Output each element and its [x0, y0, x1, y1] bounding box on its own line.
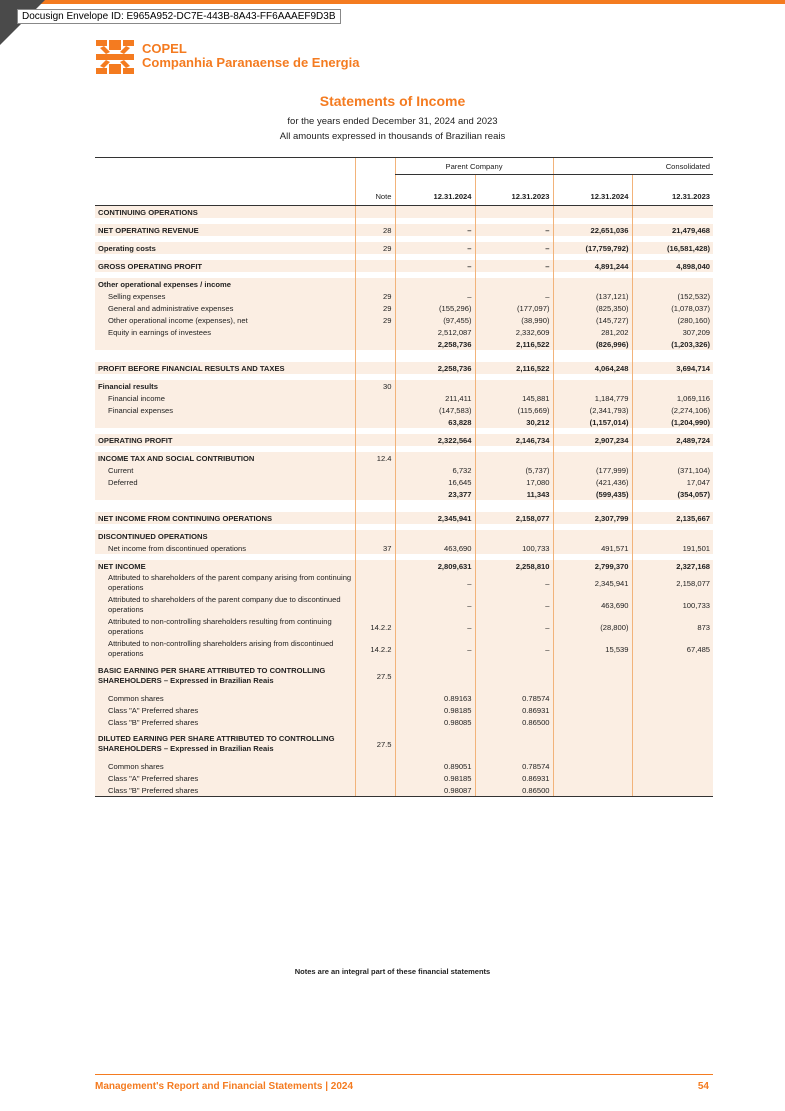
value-cell: 17,080	[475, 476, 553, 488]
row-label: Attributed to shareholders of the parent company due to discontinued operations	[95, 594, 355, 616]
note-cell: 27.5	[355, 728, 395, 760]
table-row	[95, 290, 713, 302]
value-cell: 191,501	[632, 542, 713, 554]
value-cell: (97,455)	[395, 314, 475, 326]
value-cell: 6,732	[395, 464, 475, 476]
value-cell: 0.89163	[395, 692, 475, 704]
row-label	[95, 416, 355, 428]
value-cell	[395, 728, 475, 760]
value-cell: –	[475, 616, 553, 638]
value-cell: 0.86500	[475, 716, 553, 728]
row-label: Selling expenses	[95, 290, 355, 302]
note-header: Note	[355, 187, 395, 206]
value-cell	[475, 206, 553, 219]
value-cell: –	[395, 290, 475, 302]
value-cell: (177,097)	[475, 302, 553, 314]
date-header: 12.31.2024	[395, 187, 475, 206]
value-cell	[475, 452, 553, 464]
value-cell: 2,345,941	[553, 572, 632, 594]
row-label	[95, 488, 355, 500]
row-label: Other operational income (expenses), net	[95, 314, 355, 326]
note-cell	[355, 560, 395, 572]
table-row	[95, 206, 713, 219]
row-label: Financial income	[95, 392, 355, 404]
row-label: Financial expenses	[95, 404, 355, 416]
value-cell: (421,436)	[553, 476, 632, 488]
row-label: GROSS OPERATING PROFIT	[95, 260, 355, 272]
value-cell: 0.78574	[475, 692, 553, 704]
company-logo-text	[142, 42, 359, 70]
value-cell: –	[475, 638, 553, 660]
copel-logo-icon	[96, 40, 134, 74]
value-cell: 2,146,734	[475, 434, 553, 446]
value-cell: 2,116,522	[475, 338, 553, 350]
value-cell: (280,160)	[632, 314, 713, 326]
value-cell: 2,799,370	[553, 560, 632, 572]
note-cell	[355, 278, 395, 290]
value-cell	[632, 716, 713, 728]
note-cell: 28	[355, 224, 395, 236]
value-cell: 463,690	[553, 594, 632, 616]
table-row	[95, 594, 713, 616]
row-label: BASIC EARNING PER SHARE ATTRIBUTED TO CONTROLLING SHAREHOLDERS – Expressed in Brazilian Reais	[95, 660, 355, 692]
top-accent-bar	[0, 0, 785, 4]
value-cell: 100,733	[632, 594, 713, 616]
row-label: INCOME TAX AND SOCIAL CONTRIBUTION	[95, 452, 355, 464]
note-cell: 29	[355, 302, 395, 314]
value-cell: (177,999)	[553, 464, 632, 476]
value-cell: 2,135,667	[632, 512, 713, 524]
value-cell	[475, 380, 553, 392]
note-cell	[355, 260, 395, 272]
value-cell: (825,350)	[553, 302, 632, 314]
note-cell	[355, 326, 395, 338]
row-label: General and administrative expenses	[95, 302, 355, 314]
note-cell	[355, 760, 395, 772]
row-label: NET OPERATING REVENUE	[95, 224, 355, 236]
value-cell	[553, 784, 632, 797]
company-full-name: Companhia Paranaense de Energia	[142, 55, 360, 70]
value-cell: –	[395, 594, 475, 616]
value-cell: 16,645	[395, 476, 475, 488]
row-label: DISCONTINUED OPERATIONS	[95, 530, 355, 542]
value-cell: 100,733	[475, 542, 553, 554]
value-cell	[553, 452, 632, 464]
table-row	[95, 560, 713, 572]
note-cell: 29	[355, 242, 395, 254]
row-label: Financial results	[95, 380, 355, 392]
value-cell: 0.98185	[395, 772, 475, 784]
note-cell	[355, 488, 395, 500]
value-cell: 22,651,036	[553, 224, 632, 236]
note-cell	[355, 512, 395, 524]
value-cell: 307,209	[632, 326, 713, 338]
row-label: CONTINUING OPERATIONS	[95, 206, 355, 219]
value-cell	[475, 278, 553, 290]
company-short-name: COPEL	[142, 41, 187, 56]
value-cell: (38,990)	[475, 314, 553, 326]
row-label: Current	[95, 464, 355, 476]
note-cell	[355, 692, 395, 704]
note-cell	[355, 476, 395, 488]
value-cell: 30,212	[475, 416, 553, 428]
row-label: Class "B" Preferred shares	[95, 784, 355, 797]
value-cell: (2,274,106)	[632, 404, 713, 416]
table-row	[95, 260, 713, 272]
table-row	[95, 692, 713, 704]
value-cell: 0.86500	[475, 784, 553, 797]
value-cell: –	[475, 594, 553, 616]
value-cell: (599,435)	[553, 488, 632, 500]
note-cell: 27.5	[355, 660, 395, 692]
note-cell: 14.2.2	[355, 638, 395, 660]
table-row	[95, 380, 713, 392]
table-row	[95, 476, 713, 488]
value-cell	[632, 704, 713, 716]
value-cell: 2,345,941	[395, 512, 475, 524]
value-cell: 21,479,468	[632, 224, 713, 236]
table-row	[95, 704, 713, 716]
value-cell	[632, 728, 713, 760]
value-cell: 2,158,077	[475, 512, 553, 524]
value-cell: 2,512,087	[395, 326, 475, 338]
value-cell: –	[475, 260, 553, 272]
value-cell	[553, 772, 632, 784]
value-cell	[632, 692, 713, 704]
value-cell	[632, 760, 713, 772]
value-cell: 0.98087	[395, 784, 475, 797]
value-cell	[553, 760, 632, 772]
row-label: DILUTED EARNING PER SHARE ATTRIBUTED TO CONTROLLING SHAREHOLDERS – Expressed in Brazilian Reais	[95, 728, 355, 760]
note-cell	[355, 338, 395, 350]
value-cell	[632, 278, 713, 290]
note-cell	[355, 716, 395, 728]
note-cell	[355, 704, 395, 716]
value-cell	[553, 206, 632, 219]
value-cell: 1,069,116	[632, 392, 713, 404]
value-cell: 4,891,244	[553, 260, 632, 272]
value-cell: 0.86931	[475, 704, 553, 716]
value-cell	[395, 660, 475, 692]
note-cell: 37	[355, 542, 395, 554]
value-cell: 463,690	[395, 542, 475, 554]
value-cell: –	[475, 572, 553, 594]
value-cell: 23,377	[395, 488, 475, 500]
note-cell	[355, 594, 395, 616]
value-cell	[553, 728, 632, 760]
value-cell: 1,184,779	[553, 392, 632, 404]
date-header: 12.31.2023	[475, 187, 553, 206]
value-cell: (826,996)	[553, 338, 632, 350]
note-cell: 29	[355, 314, 395, 326]
value-cell: (1,203,326)	[632, 338, 713, 350]
value-cell: 211,411	[395, 392, 475, 404]
value-cell: 0.89051	[395, 760, 475, 772]
value-cell: 0.98185	[395, 704, 475, 716]
value-cell: 2,322,564	[395, 434, 475, 446]
value-cell: 281,202	[553, 326, 632, 338]
value-cell: (371,104)	[632, 464, 713, 476]
table-row	[95, 772, 713, 784]
date-header: 12.31.2023	[632, 187, 713, 206]
note-cell	[355, 530, 395, 542]
row-label: Class "B" Preferred shares	[95, 716, 355, 728]
value-cell: –	[475, 290, 553, 302]
value-cell	[632, 772, 713, 784]
value-cell	[632, 784, 713, 797]
page-title: Statements of Income	[319, 93, 466, 109]
row-label: Attributed to non-controlling shareholders resulting from continuing operations	[95, 616, 355, 638]
row-label: NET INCOME	[95, 560, 355, 572]
value-cell: (2,341,793)	[553, 404, 632, 416]
table-row	[95, 542, 713, 554]
note-cell: 30	[355, 380, 395, 392]
table-row	[95, 716, 713, 728]
value-cell	[395, 452, 475, 464]
value-cell: –	[395, 260, 475, 272]
value-cell: –	[475, 224, 553, 236]
table-row	[95, 326, 713, 338]
value-cell: 17,047	[632, 476, 713, 488]
value-cell: 491,571	[553, 542, 632, 554]
row-label: PROFIT BEFORE FINANCIAL RESULTS AND TAXES	[95, 362, 355, 374]
value-cell: (147,583)	[395, 404, 475, 416]
date-header: 12.31.2024	[553, 187, 632, 206]
value-cell: (155,296)	[395, 302, 475, 314]
value-cell	[553, 692, 632, 704]
value-cell: 4,064,248	[553, 362, 632, 374]
table-row	[95, 302, 713, 314]
row-label: Common shares	[95, 760, 355, 772]
table-row	[95, 416, 713, 428]
value-cell	[395, 380, 475, 392]
note-cell	[355, 434, 395, 446]
row-label: Deferred	[95, 476, 355, 488]
note-cell: 12.4	[355, 452, 395, 464]
value-cell: 2,332,609	[475, 326, 553, 338]
value-cell	[553, 278, 632, 290]
value-cell: 2,258,736	[395, 338, 475, 350]
value-cell	[553, 530, 632, 542]
subtitle-currency: All amounts expressed in thousands of Brazilian reais	[279, 131, 506, 142]
row-label: NET INCOME FROM CONTINUING OPERATIONS	[95, 512, 355, 524]
subtitle-period: for the years ended December 31, 2024 and 2023	[287, 116, 498, 127]
note-cell: 29	[355, 290, 395, 302]
note-cell	[355, 464, 395, 476]
value-cell: (354,057)	[632, 488, 713, 500]
value-cell: (115,669)	[475, 404, 553, 416]
row-label: Common shares	[95, 692, 355, 704]
value-cell	[395, 278, 475, 290]
value-cell: 2,258,736	[395, 362, 475, 374]
value-cell	[475, 530, 553, 542]
value-cell: 0.86931	[475, 772, 553, 784]
value-cell: –	[395, 638, 475, 660]
value-cell	[395, 206, 475, 219]
consolidated-header: Consolidated	[553, 158, 713, 175]
table-row	[95, 530, 713, 542]
value-cell: 2,809,631	[395, 560, 475, 572]
value-cell	[553, 704, 632, 716]
value-cell: –	[475, 242, 553, 254]
note-cell: 14.2.2	[355, 616, 395, 638]
value-cell	[632, 530, 713, 542]
note-cell	[355, 416, 395, 428]
value-cell: 0.98085	[395, 716, 475, 728]
row-label: Operating costs	[95, 242, 355, 254]
value-cell	[553, 380, 632, 392]
value-cell: 67,485	[632, 638, 713, 660]
value-cell	[632, 660, 713, 692]
value-cell: (152,532)	[632, 290, 713, 302]
table-row	[95, 784, 713, 797]
value-cell: 4,898,040	[632, 260, 713, 272]
value-cell: (17,759,792)	[553, 242, 632, 254]
table-row	[95, 278, 713, 290]
value-cell: –	[395, 616, 475, 638]
value-cell: (5,737)	[475, 464, 553, 476]
page-number: 54	[697, 1081, 709, 1092]
value-cell: 3,694,714	[632, 362, 713, 374]
note-cell	[355, 404, 395, 416]
value-cell	[475, 660, 553, 692]
value-cell	[632, 452, 713, 464]
value-cell: 15,539	[553, 638, 632, 660]
value-cell: (1,204,990)	[632, 416, 713, 428]
value-cell: 2,116,522	[475, 362, 553, 374]
value-cell: (145,727)	[553, 314, 632, 326]
row-label: Other operational expenses / income	[95, 278, 355, 290]
value-cell: 63,828	[395, 416, 475, 428]
value-cell: 2,158,077	[632, 572, 713, 594]
note-cell	[355, 784, 395, 797]
income-statement-table	[95, 157, 713, 797]
footer-divider	[95, 1074, 713, 1075]
note-cell	[355, 572, 395, 594]
value-cell: 0.78574	[475, 760, 553, 772]
notes-text: Notes are an integral part of these financial statements	[294, 967, 491, 976]
row-label: Equity in earnings of investees	[95, 326, 355, 338]
parent-company-header: Parent Company	[395, 158, 553, 175]
row-label: OPERATING PROFIT	[95, 434, 355, 446]
value-cell: (1,078,037)	[632, 302, 713, 314]
row-label: Attributed to non-controlling shareholders arising from discontinued operations	[95, 638, 355, 660]
table-row	[95, 362, 713, 374]
value-cell: 2,258,810	[475, 560, 553, 572]
value-cell	[395, 530, 475, 542]
table-row	[95, 224, 713, 236]
table-row	[95, 488, 713, 500]
footer-text: Management's Report and Financial Statements | 2024	[95, 1081, 354, 1092]
table-row	[95, 512, 713, 524]
value-cell	[475, 728, 553, 760]
value-cell: 2,489,724	[632, 434, 713, 446]
note-cell	[355, 362, 395, 374]
value-cell: (137,121)	[553, 290, 632, 302]
table-row	[95, 572, 713, 594]
row-label: Attributed to shareholders of the parent company arising from continuing operations	[95, 572, 355, 594]
value-cell: –	[395, 572, 475, 594]
value-cell: –	[395, 242, 475, 254]
value-cell	[553, 716, 632, 728]
value-cell: 873	[632, 616, 713, 638]
table-row	[95, 338, 713, 350]
value-cell: 2,907,234	[553, 434, 632, 446]
value-cell: (16,581,428)	[632, 242, 713, 254]
row-label: Class "A" Preferred shares	[95, 704, 355, 716]
value-cell	[632, 206, 713, 219]
table-row	[95, 314, 713, 326]
value-cell: 2,327,168	[632, 560, 713, 572]
table-row	[95, 242, 713, 254]
value-cell	[632, 380, 713, 392]
table-row	[95, 464, 713, 476]
value-cell: 11,343	[475, 488, 553, 500]
table-row	[95, 760, 713, 772]
note-cell	[355, 392, 395, 404]
table-row	[95, 616, 713, 638]
table-row	[95, 452, 713, 464]
value-cell: 2,307,799	[553, 512, 632, 524]
value-cell: –	[395, 224, 475, 236]
table-row	[95, 404, 713, 416]
table-row	[95, 728, 713, 760]
note-cell	[355, 206, 395, 219]
row-label: Class "A" Preferred shares	[95, 772, 355, 784]
table-row	[95, 638, 713, 660]
value-cell: (1,157,014)	[553, 416, 632, 428]
docusign-envelope-id: Docusign Envelope ID: E965A952-DC7E-443B-8A43-FF6AAAEF9D3B	[17, 9, 341, 24]
table-row	[95, 434, 713, 446]
table-row	[95, 660, 713, 692]
note-cell	[355, 772, 395, 784]
value-cell	[553, 660, 632, 692]
value-cell: 145,881	[475, 392, 553, 404]
row-label	[95, 338, 355, 350]
table-row	[95, 392, 713, 404]
value-cell: (28,800)	[553, 616, 632, 638]
row-label: Net income from discontinued operations	[95, 542, 355, 554]
